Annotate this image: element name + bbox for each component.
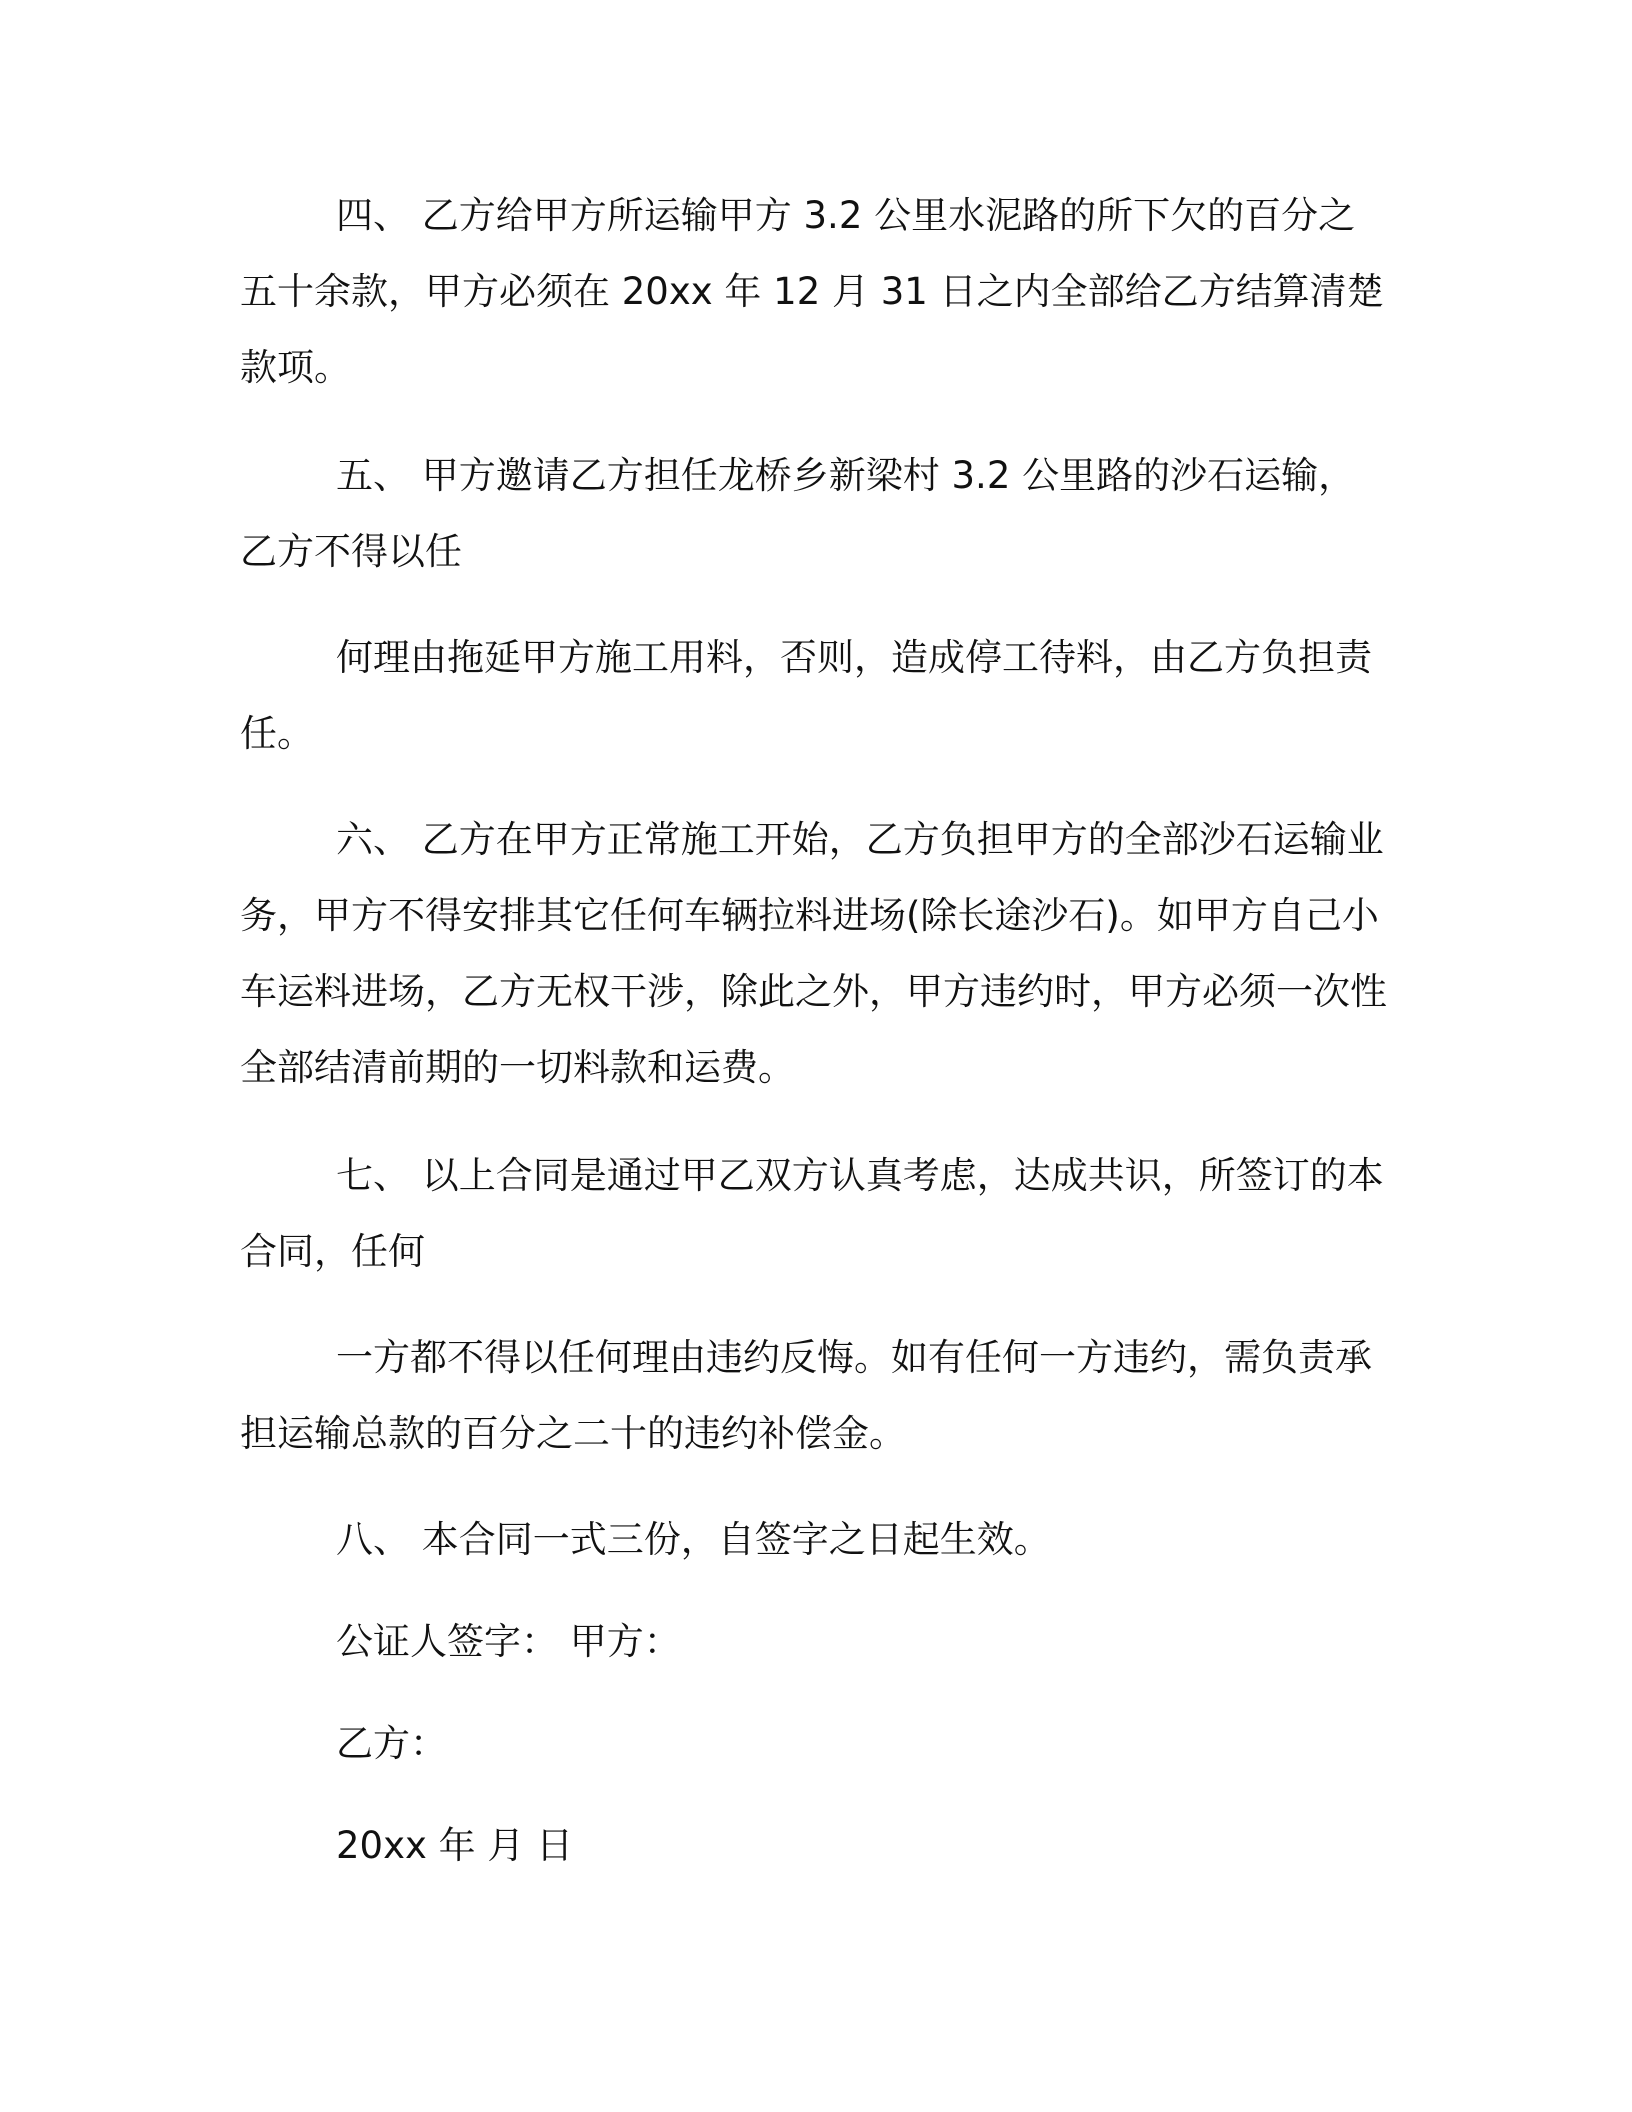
clause-five: 五、 甲方邀请乙方担任龙桥乡新梁村 3.2 公里路的沙石运输，乙方不得以任 [240,454,1356,573]
clause-seven-continued: 一方都不得以任何理由违约反悔。如有任何一方违约，需负责承担运输总款的百分之二十的违约补偿金。 [240,1336,1372,1455]
party-b-signature-line: 乙方： [336,1722,447,1765]
date-line: 20xx 年 月 日 [336,1824,574,1867]
clause-seven: 七、 以上合同是通过甲乙双方认真考虑，达成共识，所签订的本合同，任何 [240,1154,1384,1273]
clause-six: 六、 乙方在甲方正常施工开始，乙方负担甲方的全部沙石运输业务，甲方不得安排其它任何车辆拉料进场(除长途沙石)。如甲方自己小车运料进场，乙方无权干涉，除此之外，甲方违约时，甲方必须一次性全部结清前期的一切料款和运费。 [240,818,1387,1089]
clause-four: 四、 乙方给甲方所运输甲方 3.2 公里水泥路的所下欠的百分之五十余款，甲方必须在 20xx 年 12 月 31 日之内全部给乙方结算清楚款项。 [240,194,1384,389]
notary-signature-line: 公证人签字： 甲方： [336,1620,681,1663]
clause-eight: 八、 本合同一式三份，自签字之日起生效。 [336,1518,1051,1561]
clause-five-continued: 何理由拖延甲方施工用料，否则，造成停工待料，由乙方负担责任。 [240,636,1372,755]
